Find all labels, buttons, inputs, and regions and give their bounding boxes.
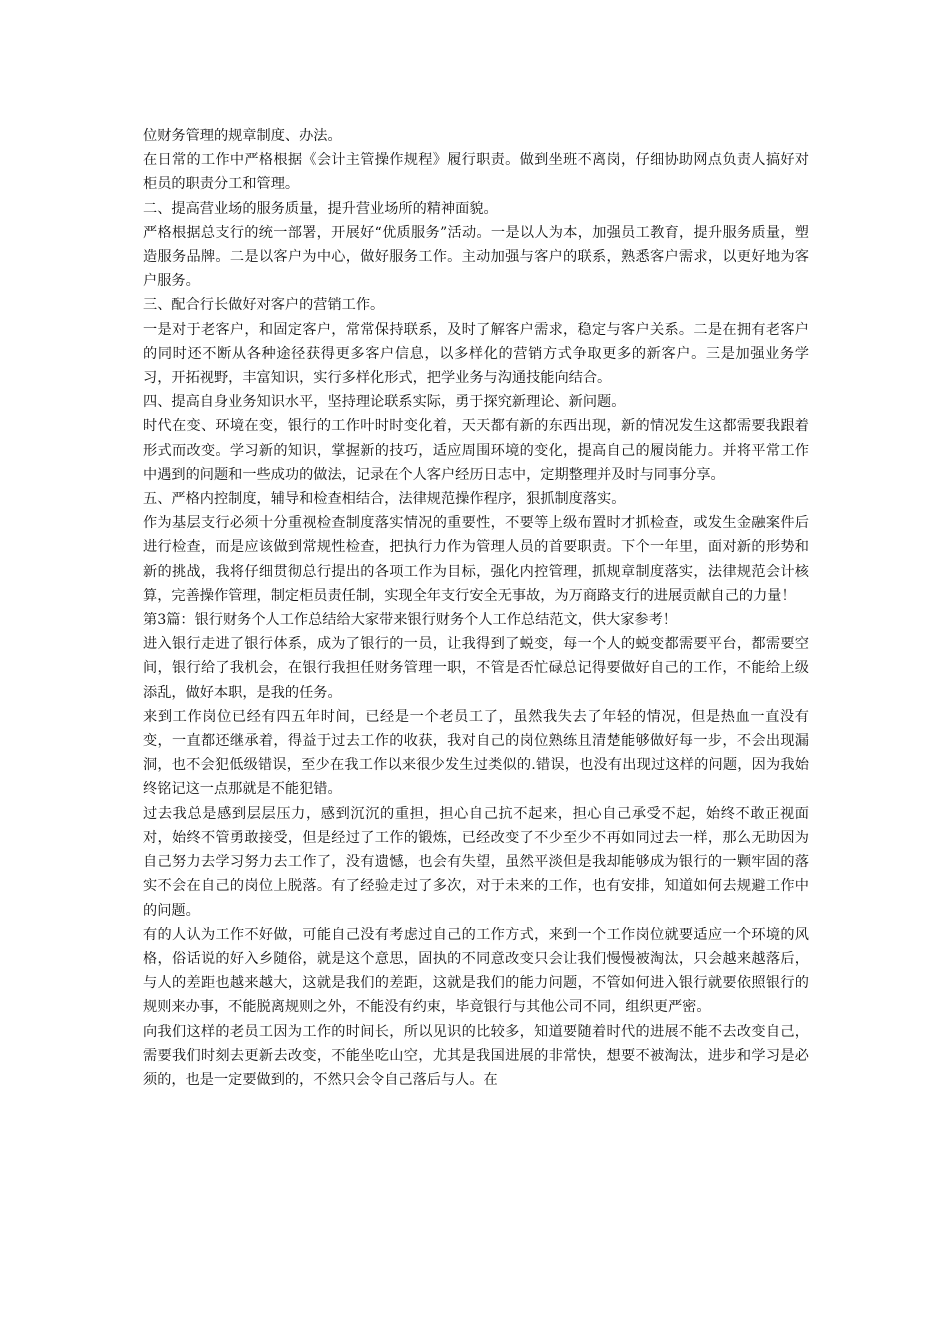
- section-heading-4: 四、提高自身业务知识水平，坚持理论联系实际，勇于探究新理论、新问题。: [143, 394, 626, 411]
- paragraph-2: 在日常的工作中严格根据《会计主管操作规程》履行职责。做到坐班不离岗，仔细协助网点负责人搞好对柜员的职责分工和管理。: [143, 152, 809, 193]
- paragraph-10: 有的人认为工作不好做，可能自己没有考虑过自己的工作方式，来到一个工作岗位就要适应一个环境的风格，俗话说的好入乡随俗，就是这个意思，固执的不同意改变只会让我们慢慢被淘汰，只会越来越落后，与人的差距也越来越大，这就是我们的差距，这就是我们的能力问题，不管如何进入银行就要依照银行的规则来办事，不能脱离规则之外，不能没有约束，毕竟银行与其他公司不同，组织更严密。: [143, 926, 809, 1016]
- paragraph-3: 严格根据总支行的统一部署，开展好“优质服务”活动。一是以人为本，加强员工教育，提升服务质量，塑造服务品牌。二是以客户为中心，做好服务工作。主动加强与客户的联系，熟悉客户需求，以更好地为客户服务。: [143, 224, 809, 290]
- section-heading-5: 五、严格内控制度，辅导和检查相结合，法律规范操作程序，狠抓制度落实。: [143, 491, 626, 508]
- paragraph-4: 一是对于老客户，和固定客户，常常保持联系，及时了解客户需求，稳定与客户关系。二是在拥有老客户的同时还不断从各种途径获得更多客户信息，以多样化的营销方式争取更多的新客户。三是加强业务学习，开拓视野，丰富知识，实行多样化形式，把学业务与沟通技能向结合。: [143, 321, 809, 387]
- paragraph-5: 时代在变、环境在变，银行的工作叶时时变化着，天天都有新的东西出现，新的情况发生这都需要我跟着形式而改变。学习新的知识，掌握新的技巧，适应周围环境的变化，提高自己的履岗能力。并将平常工作中遇到的问题和一些成功的做法，记录在个人客户经历日志中，定期整理并及时与同事分享。: [143, 418, 809, 483]
- paragraph-7: 进入银行走进了银行体系，成为了银行的一员，让我得到了蜕变，每一个人的蜕变都需要平台，都需要空间，银行给了我机会，在银行我担任财务管理一职，不管是否忙碌总记得要做好自己的工作，不能给上级添乱，做好本职，是我的任务。: [143, 636, 809, 701]
- paragraph-9: 过去我总是感到层层压力，感到沉沉的重担，担心自己抗不起来，担心自己承受不起，始终不敢正视面对，始终不管勇敢接受，但是经过了工作的锻炼，已经改变了不少至少不再如同过去一样，那么无助因为自己努力去学习努力去工作了，没有遗憾，也会有失望，虽然平淡但是我却能够成为银行的一颗牢固的落实不会在自己的岗位上脱落。有了经验走过了多次，对于未来的工作，也有安排，知道如何去规避工作中的问题。: [143, 805, 809, 919]
- paragraph-1: 位财务管理的规章制度、办法。: [143, 128, 342, 144]
- paragraph-11: 向我们这样的老员工因为工作的时间长，所以见识的比较多，知道要随着时代的进展不能不去改变自己，需要我们时刻去更新去改变，不能坐吃山空，尤其是我国进展的非常快，想要不被淘汰，进步和学习是必须的，也是一定要做到的，不然只会令自己落后与人。在: [143, 1023, 809, 1088]
- article-heading: 第3篇：银行财务个人工作总结给大家带来银行财务个人工作总结范文，供大家参考！: [143, 612, 677, 629]
- section-heading-3: 三、配合行长做好对客户的营销工作。: [143, 297, 385, 314]
- document-body: [143, 124, 809, 1092]
- paragraph-8: 来到工作岗位已经有四五年时间，已经是一个老员工了，虽然我失去了年轻的情况，但是热血一直没有变，一直都还继承着，得益于过去工作的收获，我对自己的岗位熟练且清楚能够做好每一步，不会出现漏洞，也不会犯低级错误，至少在我工作以来很少发生过类似的.错误，也没有出现过这样的问题，因为我始终铭记这一点那就是不能犯错。: [143, 708, 809, 798]
- paragraph-6: 作为基层支行必须十分重视检查制度落实情况的重要性，不要等上级布置时才抓检查，或发生金融案件后进行检查，而是应该做到常规性检查，把执行力作为管理人员的首要职责。下个一年里，面对新的形势和新的挑战，我将仔细贯彻总行提出的各项工作为目标，强化内控管理，抓规章制度落实，法律规范会计核算，完善操作管理，制定柜员责任制，实现全年支行安全无事故，为万商路支行的进展贡献自己的力量！: [143, 515, 809, 604]
- section-heading-2: 二、提高营业场的服务质量，提升营业场所的精神面貌。: [143, 200, 498, 217]
